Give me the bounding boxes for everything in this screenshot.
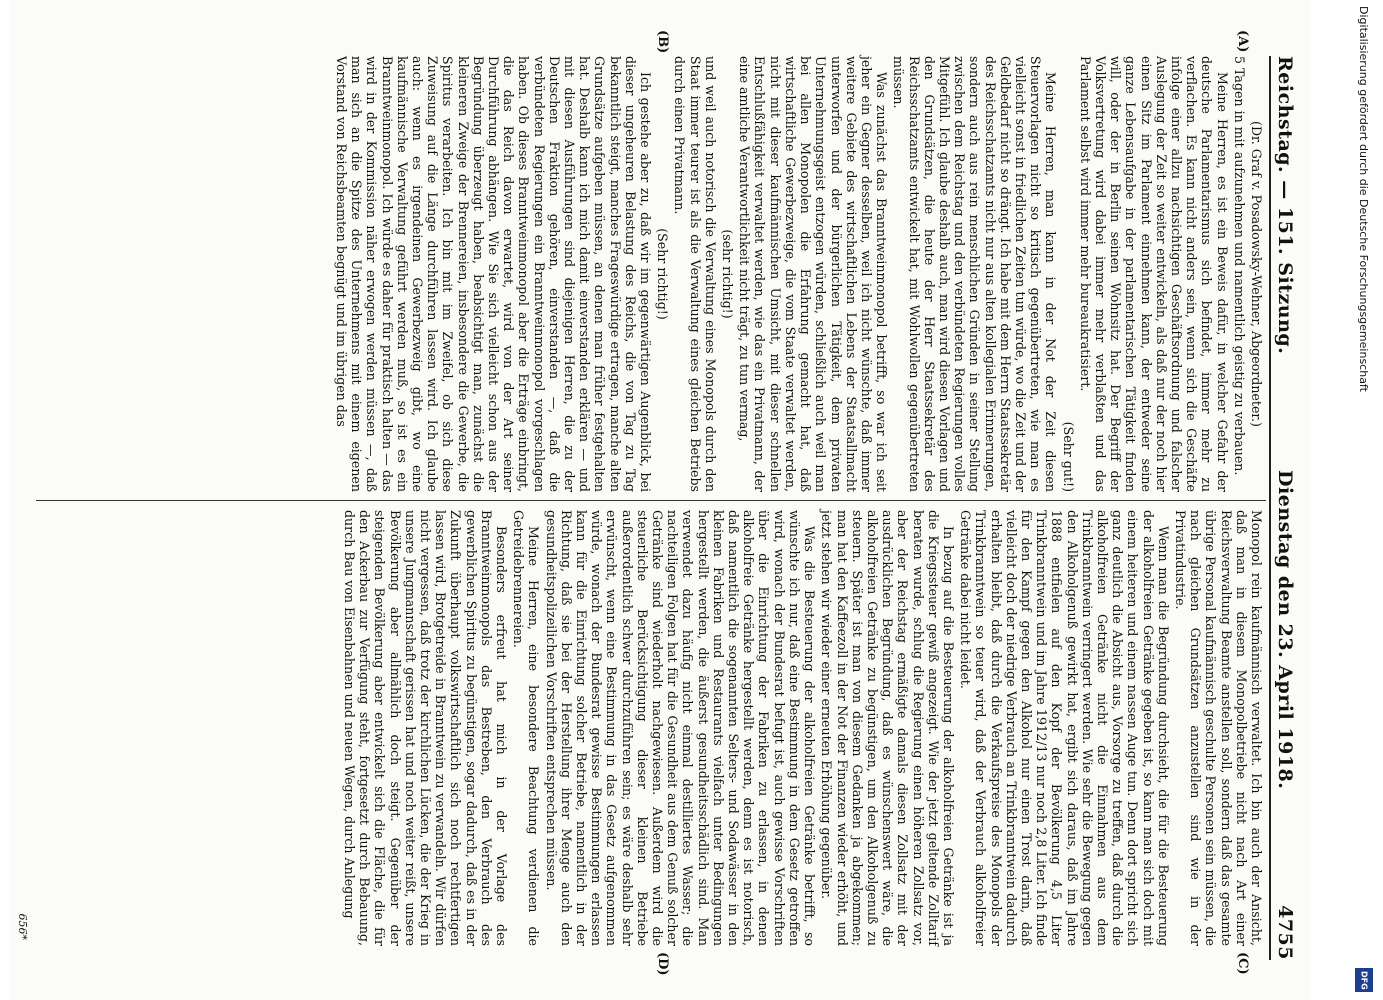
paragraph: Wenn man die Begründung durchsieht, die für die Besteuerung der alkoholfreien Getränke gegeben ist, so kann man sich doch mit einem heiteren und einem nassen Auge tun. Denn dort spricht sich ganz deutlich die Absicht aus, Vorsorge zu treffen, daß durch die alkoholfreien Getränke nicht die Einnahmen aus dem Trinkbranntwein verringert werden. Wie sehr die Bewegung gegen den Alkoholgenuß gewirkt hat, ergibt sich daraus, daß im Jahre 1888 entfielen auf den Kopf der Bevölkerung 4,5 Liter Trinkbranntwein und im Jahre 1912/13 nur noch 2,8 Liter. Ich finde für den Kampf gegen den Alkohol nur einen Trost darin, daß vielleicht doch der niedrige Verbrauch an Trinkbranntwein dadurch erhalten bleibt, daß durch die Verkaufspreise des Monopols der Trinkbranntwein so teuer wird, daß der Verbrauch alkoholfreier Getränke dabei nicht leidet. — [958, 510, 1171, 946]
margin-marker-b: (B) — [655, 30, 670, 54]
page-header — [1269, 56, 1304, 960]
interjection: (sehr richtig!) — [720, 229, 736, 319]
paragraph: Meine Herren, es ist ein Beweis dafür, in welcher Gefahr der deutsche Parlamentarismus sich befindet, immer mehr zu verflachen. Es kann nicht anders sein, wenn sich die Geschäfte infolge einer allzu nachsichtigen Geschäftsordnung und falscher Auslegung der Zeit so weiter entwickeln, als daß nur der noch hier einen Sitz im Parlament einnehmen kann, der entweder seine ganze Lebensaufgabe in der parlamentarischen Tätigkeit finden will, oder der in Berlin seinen Wohnsitz hat. Der Begriff der Volksvertretung wird dabei immer mehr verblaßten und das Parlament selbst wird immer mehr bureaukratisiert. — [1077, 56, 1230, 492]
credit-strip — [1352, 0, 1378, 1000]
right-column — [30, 510, 1264, 946]
paragraph: Monopol rein kaufmännisch verwaltet. Ich bin auch der Ansicht, daß man in diesem Monopolbetriebe nicht nach Art einer Reichsverwaltung Beamte anstellen soll, sondern daß das gesamte übrige Personal kaufmännisch geschulte Personen sein müssen, die nach gleichen Grundsätzen anzustellen sind wie in der Privatindustrie. — [1172, 510, 1264, 946]
header-left: Reichstag. — 151. Sitzung. — [1274, 56, 1296, 355]
paragraph: Meine Herren, man kann in der Not der Zeit diesen Steuervorlagen nicht so kritisch gegenübertreten, wie man es vielleicht sonst in friedlichen Zeiten tun würde, wo die Zeit und der Geldbedarf nicht so drängt. Ich habe mit dem Herrn Staatssekretär des Reichsschatzamts nicht nur aus alten kollegialen Erinnerungen, sondern auch aus rein menschlichen Gründen in seiner Stellung zwischen dem Reichstag und den verbündeten Regierungen volles Mitgefühl. Ich glaube deshalb auch, man wird diesen Vorlagen und den Grundsätzen, die heute der Herr Staatssekretär des Reichsschatzamts entwickelt hat, mit Wohlwollen gegenübertreten müssen. — [891, 56, 1059, 492]
paragraph: 5 Tagen in mit aufzunehmen und namentlich geistig zu verbauen. — [1231, 56, 1247, 476]
paragraph: Ich gestehe aber zu, daß wir im gegenwärtigen Augenblick, bei dieser ungeheuren Belastung des Reichs, die von Tag zu Tag bekanntlich steigt, manches Frageswürdige ertragen, manche alten Grundsätze aufgeben müssen, an denen man früher festgehalten hat. Deshalb kann ich mich damit einverstanden erklären — und mit diesen Ausführungen sind diejenigen Herren, die zu der Deutschen Fraktion gehören, einverstanden —, daß die verbündeten Regierungen ein Branntweinmonopol vorgeschlagen haben. Ob dieses Branntweinmonopol aber die Erträge einbringt, die das Reich davon erwartet, wird von der Art seiner Durchführung abhängen. Wie Sie sich vielleicht schon aus der Begründung überzeugt haben, beabsichtigt man, zunächst die kleineren Zweige der Brennereien, insbesondere die Gewerbe, die Spiritus verarbeiten. Ich bin mit im Zweifel, ob sich diese Zuweisung auf die Länge durchführen lassen wird. Ich glaube auch: wenn es irgendeinen Gewerbezweig gibt, wo eine kaufmännische Verwaltung geführt werden muß, so ist es ein Branntweinmonopol. Ich würde es daher für praktisch halten — das wird in der Kommission näher erwogen werden müssen —, daß man sich an die Spitze des Unternehmens mit einem eigenen Vorstand von Reichsbeamten begnügt und im übrigen das — [334, 56, 654, 492]
margin-marker-c: (C) — [1235, 952, 1250, 975]
dfg-logo: DFG — [1355, 968, 1373, 992]
header-date: Dienstag den 23. April 1918. — [1274, 470, 1296, 790]
margin-marker-a: (A) — [1235, 30, 1250, 53]
paragraph: und weil auch notorisch die Verwaltung eines Monopols durch den Staat immer teurer ist als die Verwaltung eines gleichen Betriebs durch einen Privatmann. — [672, 56, 718, 492]
interjection: (Sehr richtig!) — [655, 228, 671, 320]
interjection: (Sehr gut!) — [1060, 421, 1076, 492]
paragraph: Besonders erfreut hat mich in der Vorlage des Branntweinmonopols das Bestreben, den Verbrauch des gewerblichen Spiritus zu begünstigen, sogar dadurch, daß es in der Zukunft überhaupt volkswirtschaftlich sich noch rechtfertigen lassen wird, Brotgetreide in Branntwein zu verwandeln. Wir dürfen nicht vergessen, daß trotz der kirchlichen Lücken, die der Krieg in unsere Jungmannschaft gerissen hat und noch weiter reißt, unsere Bevölkerung aber allmählich doch steigt. Gegenüber der steigenden Bevölkerung aber entwickelt sich die Fläche, die für den Ackerbau zur Verfügung steht, fortgesetzt durch Bebauung, durch Bau von Eisenbahnen und neuen Wegen, durch Anlegung — [342, 510, 510, 946]
paragraph: Meine Herren, eine besondere Beachtung verdienen die Getreidebrennereien. — [511, 510, 542, 946]
paragraph: In bezug auf die Besteuerung der alkoholfreien Getränke ist ja die Kriegssteuer gewiß angezeigt. Wie der jetzt geltende Zolltarif beraten wurde, schlug die Regierung einen höheren Zollsatz vor, aber der Reichstag ermäßigte damals diesen Zollsatz mit der ausdrücklichen Begründung, daß es wünschenswert wäre, die alkoholfreien Getränke zu begünstigen, um den Alkoholgenuß zu steuern. Später ist man von diesem Gedanken ja abgekommen; man hat den Kaffeezoll in der Not der Finanzen wieder erhöht, und jetzt stehen wir wieder einer erneuten Erhöhung gegenüber. — [819, 510, 956, 946]
scanned-page — [10, 0, 1310, 1000]
speaker-line: (Dr. Graf v. Posadowsky-Wehner, Abgeordneter.) — [1249, 121, 1264, 427]
footer-mark: 656* — [16, 913, 29, 940]
credit-text: Digitalisierung gefördert durch die Deutsche Forschungsgemeinschaft — [1357, 6, 1370, 392]
column-divider — [36, 500, 1266, 501]
paragraph: Was zunächst das Branntweinmonopol betrifft, so war ich seit jeher ein Gegner desselben, weil ich nicht wünschte, daß immer weitere Gebiete des wirtschaftlichen Lebens der Staatsallmacht unterworfen und der bürgerlichen Tätigkeit, dem privaten Unternehmungsgeist entzogen würden, schließlich auch weil man bei allen Monopolen die Erfahrung gemacht hat, daß wirtschaftliche Gewerbezweige, die vom Staate verwaltet werden, nicht mit dieser kaufmännischen Umsicht, mit dieser schnellen Entschlußfähigkeit verwaltet werden, wie das ein Privatmann, der eine amtliche Verantwortlichkeit nicht trägt, zu tun vermag, — [737, 56, 890, 492]
page-number: 4755 — [1274, 905, 1296, 960]
left-column — [30, 56, 1264, 492]
margin-marker-d: (D) — [655, 952, 670, 976]
paragraph: Was die Besteuerung der alkoholfreien Getränke betrifft, so wünschte ich nur, daß eine Bestimmung in dem Gesetz getroffen wird, wonach der Bundesrat befugt ist, auch gewisse Vorschriften über die Einrichtung der Fabriken zu erlassen, in denen alkoholfreie Getränke hergestellt werden, denn es ist notorisch, daß namentlich die sogenannten Selters- und Sodawässer in den kleinen Fabriken und Restaurants vielfach unter Bedingungen hergestellt werden, die äußerst gesundheitsschädlich sind. Man verwendet dazu häufig nicht einmal destilliertes Wasser; die nachteiligen Folgen hat für die Gesundheit aus dem Genuß solcher Getränke sind wiederholt nachgewiesen. Außerdem wird die steuerliche Berücksichtigung dieser kleinen Betriebe außerordentlich schwer durchzuführen sein; es wäre deshalb sehr erwünscht, wenn eine Bestimmung in das Gesetz aufgenommen würde, wonach der Bundesrat gewisse Bestimmungen erlassen kann für die Einrichtung solcher Betriebe, namentlich in der Richtung, daß sie bei der Herstellung ihrer Menge auch den gesundheitspolizeilichen Vorschriften entsprechen müssen. — [543, 510, 818, 946]
